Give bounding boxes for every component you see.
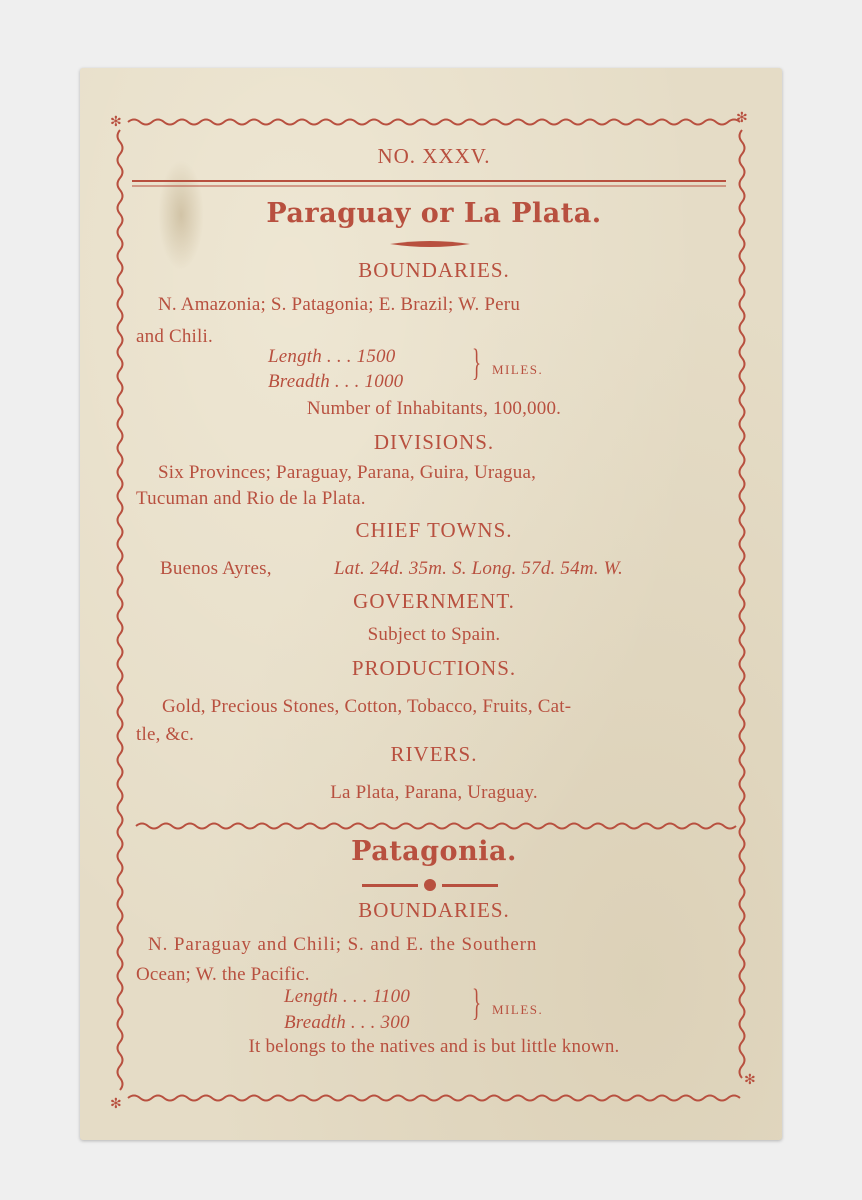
divisions-line-1: Six Provinces; Paraguay, Parana, Guira, Uragua, xyxy=(158,462,537,483)
section-title-patagonia: Patagonia. xyxy=(351,836,517,867)
inhabitants: Number of Inhabitants, 100,000. xyxy=(306,398,562,419)
heading-boundaries-2: BOUNDARIES. xyxy=(358,898,510,922)
heading-divisions: DIVISIONS. xyxy=(373,430,495,454)
boundaries-line-1: N. Amazonia; S. Patagonia; E. Brazil; W. Peru xyxy=(158,294,521,315)
corner-star-br: ✻ xyxy=(744,1073,756,1088)
boundaries-line-2: and Chili. xyxy=(136,326,213,347)
miles-label: MILES. xyxy=(492,362,544,377)
chief-town-coordinates: Lat. 24d. 35m. S. Long. 57d. 54m. W. xyxy=(334,558,623,579)
breadth-value-2: Breadth . . . 300 xyxy=(284,1012,410,1033)
breadth-value: Breadth . . . 1000 xyxy=(268,371,404,392)
section-title-paraguay: Paraguay or La Plata. xyxy=(266,198,602,229)
wavy-border-right xyxy=(740,130,745,1078)
wavy-border-bottom xyxy=(128,1096,740,1101)
length-value-2: Length . . . 1100 xyxy=(284,986,411,1007)
miles-label-2: MILES. xyxy=(492,1002,544,1017)
heading-productions: PRODUCTIONS. xyxy=(351,656,517,680)
divisions-line-2: Tucuman and Rio de la Plata. xyxy=(136,488,366,509)
productions-line-1: Gold, Precious Stones, Cotton, Tobacco, Fruits, Cat- xyxy=(162,696,572,717)
card xyxy=(80,68,782,1140)
wavy-border-middle xyxy=(136,824,736,829)
rivers-text: La Plata, Parana, Uraguay. xyxy=(330,782,538,803)
heading-government: GOVERNMENT. xyxy=(353,589,515,613)
corner-star-tr: ✻ xyxy=(736,111,748,126)
heading-chief-towns: CHIEF TOWNS. xyxy=(355,518,513,542)
corner-star-bl: ✻ xyxy=(110,1097,122,1112)
title-divider-2 xyxy=(362,879,498,891)
brace: } xyxy=(472,342,482,384)
productions-line-2: tle, &c. xyxy=(136,724,195,745)
boundaries-2-line-1: N. Paraguay and Chili; S. and E. the Southern xyxy=(148,934,538,955)
length-value: Length . . . 1500 xyxy=(268,346,396,367)
brace-2: } xyxy=(472,982,482,1024)
title-divider-1 xyxy=(390,241,470,247)
heading-boundaries: BOUNDARIES. xyxy=(358,258,510,282)
chief-town: Buenos Ayres, xyxy=(160,558,272,579)
wavy-border-left xyxy=(118,130,123,1090)
wavy-border-top xyxy=(128,120,740,125)
heading-rivers: RIVERS. xyxy=(390,742,478,766)
patagonia-note: It belongs to the natives and is but little known. xyxy=(248,1036,620,1057)
boundaries-2-line-2: Ocean; W. the Pacific. xyxy=(136,964,310,985)
government-text: Subject to Spain. xyxy=(367,624,501,645)
corner-star-tl: ✻ xyxy=(110,115,122,130)
card-number: NO. XXXV. xyxy=(377,144,491,168)
